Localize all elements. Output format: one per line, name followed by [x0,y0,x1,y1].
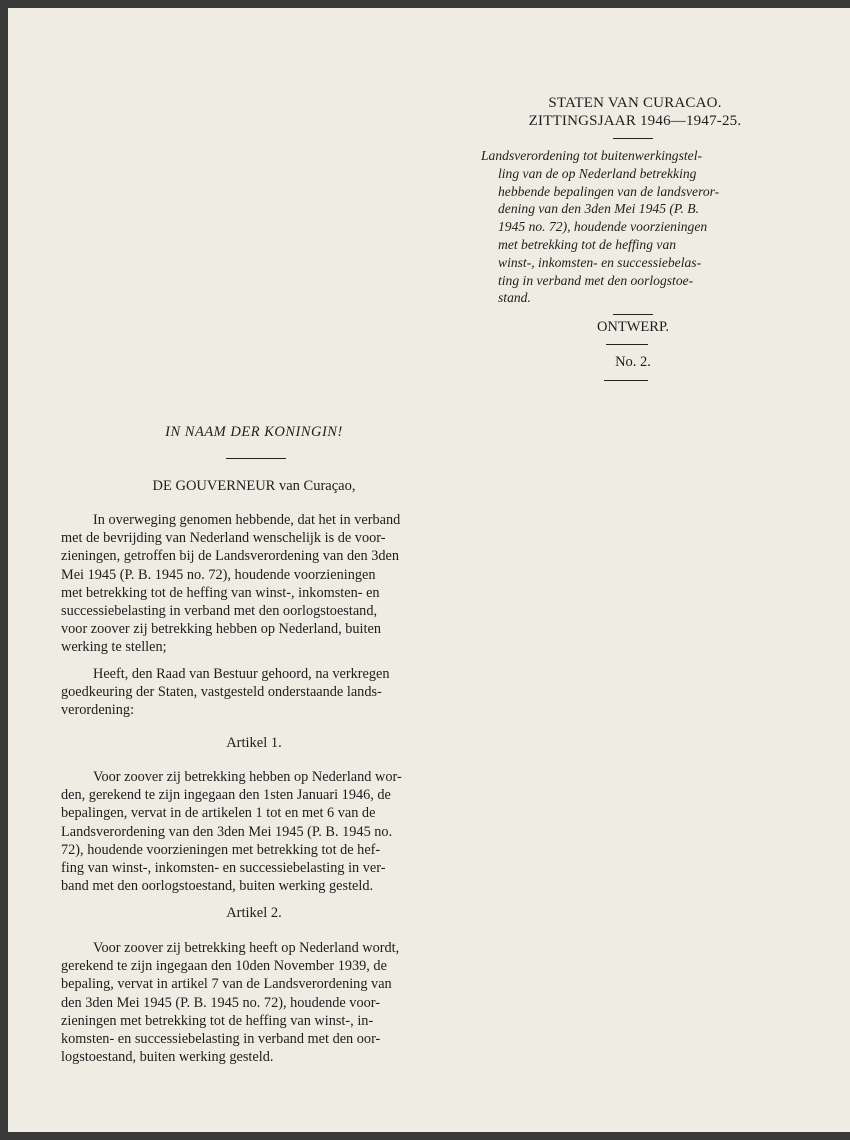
paragraph-line: successiebelasting in verband met den oorlogstoestand, [61,603,378,620]
ontwerp-label: ONTWERP. [596,319,670,335]
paragraph-line: Landsverordening van den 3den Mei 1945 (P. B. 1945 no. [61,823,393,840]
divider-rule [226,458,286,459]
title-line: winst-, inkomsten- en successiebelas- [498,254,702,270]
divider-rule [613,314,653,315]
paragraph-line: den 3den Mei 1945 (P. B. 1945 no. 72), houdende voor- [61,994,380,1011]
paragraph-line: logstoestand, buiten werking gesteld. [61,1049,274,1066]
artikel-1-text [61,768,447,895]
bill-title [481,147,775,307]
title-line: Landsverordening tot buitenwerkingstel- [481,148,702,163]
paragraph-line: met betrekking tot de heffing van winst-, inkomsten- en [61,584,380,601]
paragraph-line: werking te stellen; [61,639,167,656]
bill-number: No. 2. [615,354,651,370]
artikel-2-text [61,939,447,1066]
title-line: dening van den 3den Mei 1945 (P. B. [498,201,699,217]
paragraph-line: Mei 1945 (P. B. 1945 no. 72), houdende voorzieningen [61,566,376,583]
paragraph-line: komsten- en successiebelasting in verband met den oor- [61,1031,381,1048]
paragraph-line: band met den oorlogstoestand, buiten werking gesteld. [61,878,374,895]
paragraph-line: goedkeuring der Staten, vastgesteld onderstaande lands- [61,684,382,701]
artikel-2-heading: Artikel 2. [226,905,282,921]
title-line: hebbende bepalingen van de landsveror- [498,183,720,199]
in-naam-der-koningin: IN NAAM DER KONINGIN! [165,424,343,440]
paragraph-line: bepalingen, vervat in de artikelen 1 tot en met 6 van de [61,805,376,822]
document-page [8,8,850,1132]
paragraph-line: zieningen, getroffen bij de Landsverordening van den 3den [61,548,399,565]
paragraph-line: In overweging genomen hebbende, dat het in verband [93,512,401,528]
paragraph-line: Voor zoover zij betrekking heeft op Nederland wordt, [93,940,400,956]
title-line: 1945 no. 72), houdende voorzieningen [498,219,708,235]
divider-rule [613,138,653,139]
paragraph-line: zieningen met betrekking tot de heffing van winst-, in- [61,1012,374,1029]
divider-rule [604,380,648,381]
paragraph-line: den, gerekend te zijn ingegaan den 1sten Januari 1946, de [61,787,391,804]
header-line-staten: STATEN VAN CURACAO. [548,95,722,111]
paragraph-line: voor zoover zij betrekking hebben op Nederland, buiten [61,621,381,638]
header-line-zittingsjaar: ZITTINGSJAAR 1946—1947-25. [528,113,742,129]
paragraph-line: Voor zoover zij betrekking hebben op Nederland wor- [93,769,402,785]
paragraph-line: verordening: [61,702,135,719]
paragraph-line: Heeft, den Raad van Bestuur gehoord, na verkregen [93,666,390,682]
gouverneur-heading: DE GOUVERNEUR van Curaçao, [152,478,356,494]
title-line: stand. [498,290,531,306]
divider-rule [606,344,648,345]
document-header [480,94,790,130]
paragraph-line: gerekend te zijn ingegaan den 10den November 1939, de [61,958,387,975]
paragraph-line: met de bevrijding van Nederland wenschelijk is de voor- [61,530,386,547]
title-line: ling van de op Nederland betrekking [498,165,697,181]
title-line: ting in verband met den oorlogstoe- [498,272,694,288]
title-line: met betrekking tot de heffing van [498,236,677,252]
paragraph-line: bepaling, vervat in artikel 7 van de Landsverordening van [61,976,392,993]
enactment-paragraph [61,665,447,720]
paragraph-line: fing van winst-, inkomsten- en successiebelasting in ver- [61,860,386,877]
artikel-1-heading: Artikel 1. [226,735,282,751]
preamble-paragraph [61,511,447,657]
paragraph-line: 72), houdende voorzieningen met betrekking tot de hef- [61,841,381,858]
